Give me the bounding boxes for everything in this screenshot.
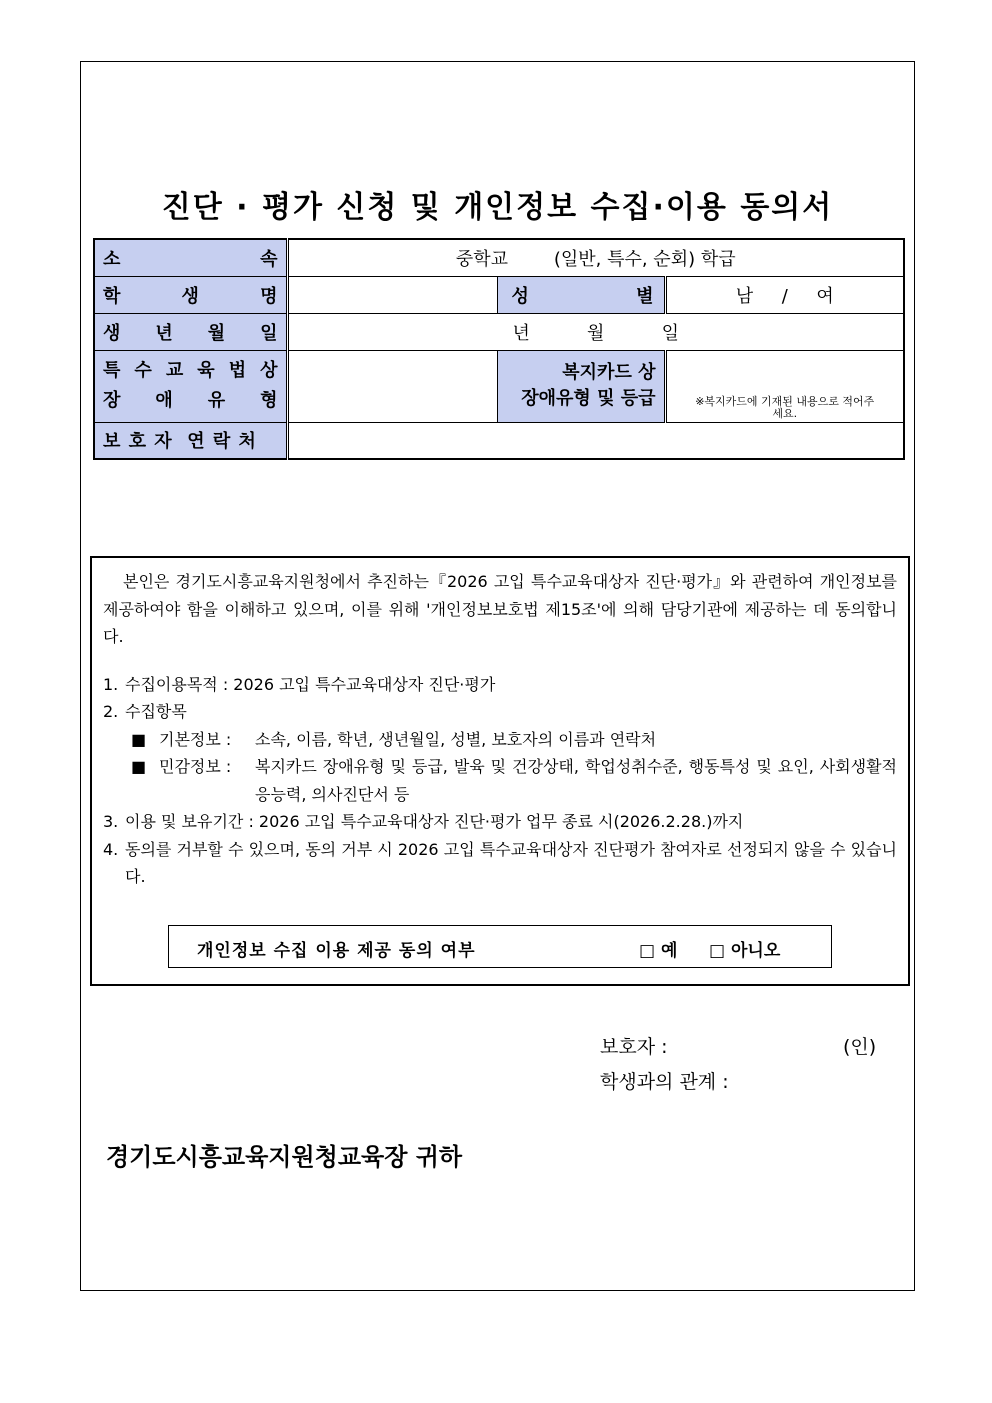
- student-name-field[interactable]: [287, 276, 497, 313]
- consent-agreement-box: [168, 925, 832, 968]
- welfare-card-label-line1: 복지카드 상: [562, 362, 656, 383]
- birthdate-field[interactable]: 년 월 일: [287, 313, 904, 350]
- disability-type-label-char: 장: [103, 390, 121, 411]
- agreement-label: 개인정보 수집 이용 제공 동의 여부: [197, 941, 476, 961]
- item-text: 수집항목: [125, 702, 187, 721]
- special-ed-label-char: 교: [165, 360, 184, 381]
- relation-label: 학생과의 관계 :: [600, 1071, 729, 1093]
- gender-label-char: 별: [636, 285, 654, 307]
- affiliation-label: [94, 239, 287, 276]
- row-affiliation: [94, 239, 904, 276]
- disability-type-label-char: 유: [207, 390, 226, 411]
- special-ed-label-char: 수: [134, 360, 152, 381]
- consent-intro: 본인은 경기도시흥교육지원청에서 추진하는『2026 고입 특수교육대상자 진단·평가』와 관련하여 개인정보를 제공하여야 함을 이해하고 있으며, 이를 위해 '개인정보보호법 제15조'에 의해 담당기관에 제공하는 데 동의합니다.: [103, 572, 897, 646]
- row-guardian-contact: [94, 422, 904, 459]
- item-text: 동의를 거부할 수 있으며, 동의 거부 시 2026 고입 특수교육대상자 진단평가 참여자로 선정되지 않을 수 있습니다.: [125, 839, 897, 886]
- consent-item-retention: [103, 808, 897, 836]
- addressee: 경기도시흥교육지원청교육장 귀하: [106, 1143, 463, 1171]
- birthdate-label-char: 월: [207, 322, 226, 344]
- collected-basic-info: [103, 726, 897, 754]
- affiliation-label-char: 속: [260, 248, 278, 270]
- row-disability: [94, 350, 904, 422]
- guardian-contact-field[interactable]: [287, 422, 904, 459]
- agree-yes-checkbox[interactable]: □ 예: [639, 941, 678, 961]
- sub-label: 민감정보 :: [159, 757, 232, 776]
- square-bullet-icon: ■: [131, 757, 147, 776]
- item-text: 수집이용목적 : 2026 고입 특수교육대상자 진단·평가: [125, 674, 496, 694]
- student-name-label-char: 생: [181, 285, 199, 307]
- birthdate-label: [94, 313, 287, 350]
- affiliation-field[interactable]: 중학교 (일반, 특수, 순회) 학급: [287, 239, 904, 276]
- welfare-card-field[interactable]: [665, 350, 904, 422]
- birthdate-label-char: 년: [155, 322, 173, 344]
- consent-item-collected: [103, 698, 897, 726]
- row-student-name: [94, 276, 904, 313]
- special-ed-label-char: 법: [228, 360, 247, 381]
- row-birthdate: [94, 313, 904, 350]
- disability-type-label-char: 형: [260, 390, 278, 411]
- gender-label-char: 성: [511, 285, 529, 307]
- special-ed-label-char: 육: [197, 360, 215, 381]
- sub-value: 소속, 이름, 학년, 생년월일, 성별, 보호자의 이름과 연락처: [255, 729, 657, 749]
- affiliation-label-char: 소: [103, 248, 121, 270]
- birthdate-label-char: 일: [260, 322, 278, 344]
- welfare-card-label-line2: 장애유형 및 등급: [521, 388, 656, 409]
- applicant-info-table: [93, 238, 905, 460]
- item-number: 2.: [103, 702, 119, 721]
- gender-label: [497, 276, 665, 313]
- student-name-label-char: 명: [260, 285, 278, 307]
- birthdate-label-char: 생: [103, 322, 121, 344]
- welfare-card-note: ※복지카드에 기재된 내용으로 적어주세요.: [695, 394, 875, 420]
- consent-item-refusal: [103, 836, 897, 891]
- special-ed-label-char: 상: [260, 360, 278, 381]
- square-bullet-icon: ■: [131, 729, 147, 749]
- welfare-card-label: [497, 350, 665, 422]
- disability-type-label-char: 애: [155, 390, 173, 411]
- item-number: 3.: [103, 812, 119, 831]
- seal-mark: (인): [843, 1036, 877, 1058]
- gender-field[interactable]: 남 / 여: [665, 276, 904, 313]
- document-title: 진단 · 평가 신청 및 개인정보 수집·이용 동의서: [161, 190, 834, 225]
- student-name-label: [94, 276, 287, 313]
- item-number: 1.: [103, 674, 119, 694]
- special-ed-label-char: 특: [103, 360, 121, 381]
- item-text: 이용 및 보유기간 : 2026 고입 특수교육대상자 진단·평가 업무 종료 시(2026.2.28.)까지: [125, 812, 744, 831]
- guardian-contact-label: 보 호 자 연 락 처: [94, 422, 287, 459]
- special-ed-disability-field[interactable]: [287, 350, 497, 422]
- agree-no-checkbox[interactable]: □ 아니오: [709, 941, 781, 961]
- consent-item-purpose: [103, 671, 897, 699]
- consent-section: [90, 556, 910, 986]
- collected-sensitive-info: [103, 753, 897, 808]
- student-name-label-char: 학: [103, 285, 121, 307]
- special-ed-disability-label: [94, 350, 287, 422]
- sub-value: 복지카드 장애유형 및 등급, 발육 및 건강상태, 학업성취수준, 행동특성 및 요인, 사회생활적응능력, 의사진단서 등: [255, 757, 897, 804]
- sub-label: 기본정보 :: [159, 729, 232, 749]
- guardian-signature-label: 보호자 :: [600, 1036, 668, 1058]
- item-number: 4.: [103, 839, 119, 859]
